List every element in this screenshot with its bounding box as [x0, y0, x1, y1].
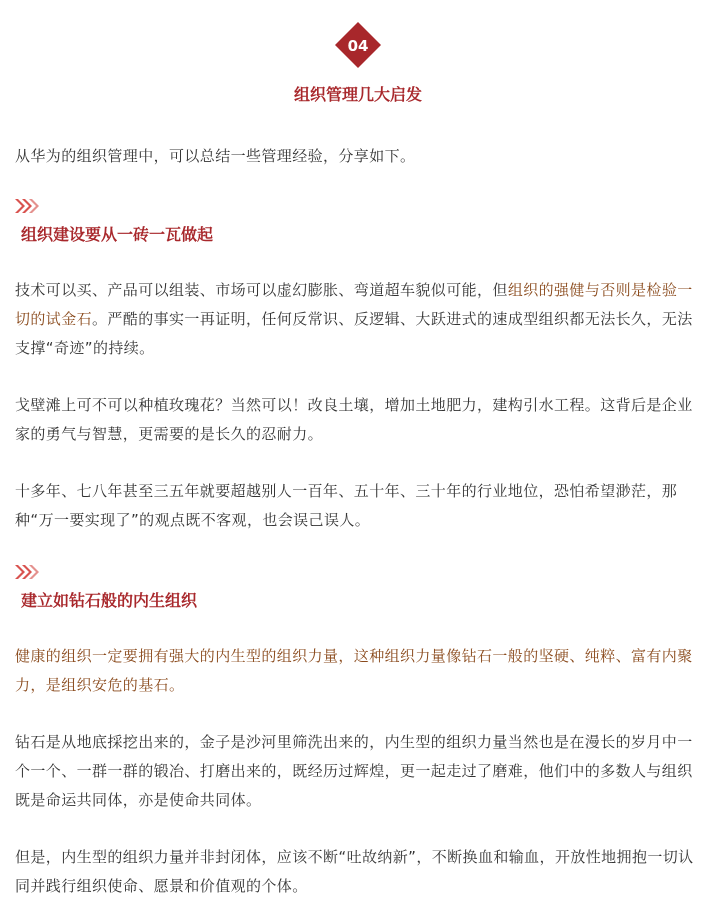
section-number-badge — [335, 22, 381, 68]
section1-paragraph-1 — [15, 276, 703, 363]
section2-paragraph-3: 但是，内生型的组织力量并非封闭体，应该不断“吐故纳新”，不断换血和输血，开放性地拥抱一切认同并践行组织使命、愿景和价值观的个体。 — [15, 848, 694, 895]
section2-paragraph-2: 钻石是从地底採挖出来的，金子是沙河里筛洗出来的，内生型的组织力量当然也是在漫长的岁月中一个一个、一群一群的锻冶、打磨出来的，既经历过辉煌，更一起走过了磨难，他们中的多数人与组织既是命运共同体，亦是使命共同体。 — [15, 733, 693, 809]
section1-p1-text-a: 技术可以买、产品可以组装、市场可以虚幻膨胀、弯道超车貌似可能，但 — [15, 281, 508, 299]
triple-arrow-icon — [15, 199, 41, 213]
triple-arrow-icon — [15, 565, 41, 579]
section2-paragraph-1: 健康的组织一定要拥有强大的内生型的组织力量，这种组织力量像钻石一般的坚硬、纯粹、富有内聚力，是组织安危的基石。 — [15, 647, 693, 694]
section1-paragraph-3: 十多年、七八年甚至三五年就要超越别人一百年、五十年、三十年的行业地位，恐怕希望渺茫，那种“万一要实现了”的观点既不客观，也会误己误人。 — [15, 482, 678, 529]
badge-number: 04 — [347, 37, 369, 55]
intro-paragraph: 从华为的组织管理中，可以总结一些管理经验，分享如下。 — [15, 147, 416, 165]
section1-p1-highlight: 组织的强健与否则是检验一切的试金石 — [15, 281, 693, 328]
page-title: 组织管理几大启发 — [293, 85, 422, 104]
section2-heading: 建立如钻石般的内生组织 — [21, 591, 198, 610]
section1-p1-text-b: 。严酷的事实一再证明，任何反常识、反逻辑、大跃进式的速成型组织都无法长久，无法支撑“奇迹”的持续。 — [15, 310, 693, 357]
section1-heading: 组织建设要从一砖一瓦做起 — [21, 225, 214, 244]
section1-paragraph-2: 戈壁滩上可不可以种植玫瑰花？当然可以！改良土壤，增加土地肥力，建构引水工程。这背后是企业家的勇气与智慧，更需要的是长久的忍耐力。 — [15, 396, 693, 443]
